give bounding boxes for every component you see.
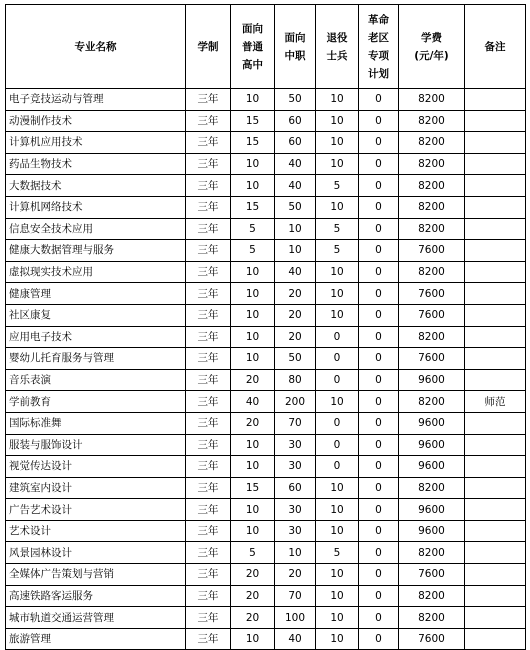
cell-general-high-school: 5 [231,240,275,262]
cell-tuition: 8200 [399,477,465,499]
table-row [6,132,526,154]
cell-revolutionary-area: 0 [359,326,399,348]
cell-veterans: 5 [316,542,359,564]
cell-remarks [465,607,526,629]
cell-major-name: 计算机网络技术 [6,196,186,218]
cell-duration: 三年 [186,499,231,521]
cell-remarks [465,628,526,650]
cell-major-name: 广告艺术设计 [6,499,186,521]
cell-duration: 三年 [186,240,231,262]
cell-remarks [465,477,526,499]
cell-duration: 三年 [186,196,231,218]
cell-general-high-school: 10 [231,628,275,650]
cell-tuition: 9600 [399,456,465,478]
cell-veterans: 0 [316,434,359,456]
cell-major-name: 动漫制作技术 [6,110,186,132]
cell-remarks: 师范 [465,391,526,413]
cell-major-name: 艺术设计 [6,520,186,542]
cell-duration: 三年 [186,434,231,456]
cell-remarks [465,175,526,197]
cell-revolutionary-area: 0 [359,240,399,262]
cell-major-name: 国际标准舞 [6,412,186,434]
cell-general-high-school: 10 [231,326,275,348]
cell-general-high-school: 10 [231,283,275,305]
cell-remarks [465,196,526,218]
cell-major-name: 风景园林设计 [6,542,186,564]
cell-tuition: 8200 [399,196,465,218]
cell-veterans: 5 [316,218,359,240]
cell-major-name: 电子竞技运动与管理 [6,89,186,111]
cell-major-name: 服装与服饰设计 [6,434,186,456]
cell-vocational: 40 [275,261,316,283]
cell-duration: 三年 [186,348,231,370]
cell-duration: 三年 [186,607,231,629]
cell-revolutionary-area: 0 [359,110,399,132]
header-veterans: 退役 士兵 [316,5,359,89]
cell-general-high-school: 10 [231,304,275,326]
cell-vocational: 40 [275,175,316,197]
cell-tuition: 7600 [399,304,465,326]
cell-general-high-school: 10 [231,520,275,542]
cell-general-high-school: 20 [231,564,275,586]
cell-general-high-school: 10 [231,261,275,283]
cell-vocational: 20 [275,564,316,586]
cell-remarks [465,369,526,391]
cell-remarks [465,283,526,305]
cell-tuition: 9600 [399,369,465,391]
cell-remarks [465,261,526,283]
cell-tuition: 7600 [399,628,465,650]
cell-revolutionary-area: 0 [359,132,399,154]
cell-remarks [465,326,526,348]
cell-tuition: 7600 [399,348,465,370]
cell-duration: 三年 [186,456,231,478]
table-row [6,585,526,607]
cell-veterans: 0 [316,369,359,391]
cell-tuition: 7600 [399,283,465,305]
cell-tuition: 8200 [399,607,465,629]
cell-vocational: 200 [275,391,316,413]
cell-revolutionary-area: 0 [359,391,399,413]
cell-vocational: 40 [275,153,316,175]
table-row [6,348,526,370]
cell-general-high-school: 20 [231,412,275,434]
cell-major-name: 音乐表演 [6,369,186,391]
cell-veterans: 5 [316,240,359,262]
cell-vocational: 30 [275,434,316,456]
cell-general-high-school: 5 [231,542,275,564]
cell-vocational: 60 [275,477,316,499]
cell-remarks [465,456,526,478]
cell-general-high-school: 15 [231,196,275,218]
cell-tuition: 8200 [399,542,465,564]
cell-major-name: 信息安全技术应用 [6,218,186,240]
cell-veterans: 10 [316,261,359,283]
table-row [6,326,526,348]
cell-tuition: 9600 [399,434,465,456]
cell-tuition: 8200 [399,89,465,111]
cell-vocational: 50 [275,348,316,370]
cell-duration: 三年 [186,412,231,434]
cell-remarks [465,89,526,111]
cell-major-name: 社区康复 [6,304,186,326]
cell-remarks [465,153,526,175]
cell-duration: 三年 [186,564,231,586]
cell-general-high-school: 20 [231,369,275,391]
table-row [6,153,526,175]
cell-remarks [465,520,526,542]
cell-major-name: 全媒体广告策划与营销 [6,564,186,586]
header-duration: 学制 [186,5,231,89]
header-tuition: 学费 (元/年) [399,5,465,89]
header-revolutionary-area: 革命 老区 专项 计划 [359,5,399,89]
cell-tuition: 8200 [399,153,465,175]
cell-revolutionary-area: 0 [359,261,399,283]
cell-revolutionary-area: 0 [359,499,399,521]
cell-duration: 三年 [186,153,231,175]
cell-vocational: 70 [275,585,316,607]
cell-duration: 三年 [186,89,231,111]
enrollment-plan-table [5,4,526,650]
cell-revolutionary-area: 0 [359,520,399,542]
table-row [6,391,526,413]
cell-vocational: 10 [275,240,316,262]
cell-vocational: 70 [275,412,316,434]
cell-vocational: 60 [275,110,316,132]
cell-tuition: 9600 [399,412,465,434]
cell-vocational: 80 [275,369,316,391]
cell-major-name: 学前教育 [6,391,186,413]
cell-veterans: 10 [316,304,359,326]
cell-general-high-school: 5 [231,218,275,240]
cell-revolutionary-area: 0 [359,434,399,456]
cell-revolutionary-area: 0 [359,304,399,326]
cell-tuition: 8200 [399,132,465,154]
cell-remarks [465,412,526,434]
cell-tuition: 7600 [399,564,465,586]
cell-duration: 三年 [186,261,231,283]
cell-remarks [465,585,526,607]
cell-vocational: 60 [275,132,316,154]
cell-general-high-school: 10 [231,89,275,111]
cell-vocational: 10 [275,542,316,564]
table-row [6,607,526,629]
table-row [6,304,526,326]
cell-duration: 三年 [186,391,231,413]
table-row [6,412,526,434]
table-row [6,628,526,650]
cell-general-high-school: 10 [231,434,275,456]
cell-remarks [465,499,526,521]
cell-major-name: 旅游管理 [6,628,186,650]
cell-major-name: 健康管理 [6,283,186,305]
cell-veterans: 10 [316,520,359,542]
cell-general-high-school: 20 [231,585,275,607]
cell-remarks [465,434,526,456]
cell-vocational: 20 [275,283,316,305]
cell-general-high-school: 15 [231,477,275,499]
cell-revolutionary-area: 0 [359,477,399,499]
cell-veterans: 0 [316,412,359,434]
cell-remarks [465,218,526,240]
cell-duration: 三年 [186,542,231,564]
cell-general-high-school: 10 [231,175,275,197]
cell-tuition: 9600 [399,520,465,542]
cell-duration: 三年 [186,283,231,305]
enrollment-table-wrapper [5,4,526,650]
cell-tuition: 7600 [399,240,465,262]
cell-revolutionary-area: 0 [359,348,399,370]
cell-tuition: 8200 [399,261,465,283]
cell-tuition: 8200 [399,585,465,607]
cell-major-name: 虚拟现实技术应用 [6,261,186,283]
table-row [6,196,526,218]
cell-veterans: 10 [316,283,359,305]
table-body [6,89,526,650]
cell-major-name: 计算机应用技术 [6,132,186,154]
header-row [6,5,526,89]
cell-remarks [465,132,526,154]
cell-general-high-school: 40 [231,391,275,413]
cell-veterans: 10 [316,564,359,586]
cell-veterans: 10 [316,110,359,132]
cell-vocational: 50 [275,196,316,218]
cell-duration: 三年 [186,585,231,607]
cell-revolutionary-area: 0 [359,607,399,629]
header-remarks: 备注 [465,5,526,89]
cell-remarks [465,348,526,370]
table-row [6,369,526,391]
cell-remarks [465,542,526,564]
cell-major-name: 应用电子技术 [6,326,186,348]
cell-veterans: 10 [316,628,359,650]
cell-vocational: 30 [275,456,316,478]
cell-general-high-school: 15 [231,132,275,154]
cell-vocational: 20 [275,304,316,326]
cell-remarks [465,564,526,586]
cell-tuition: 9600 [399,499,465,521]
cell-duration: 三年 [186,369,231,391]
table-row [6,218,526,240]
cell-remarks [465,304,526,326]
cell-veterans: 10 [316,391,359,413]
cell-vocational: 50 [275,89,316,111]
cell-major-name: 健康大数据管理与服务 [6,240,186,262]
cell-revolutionary-area: 0 [359,89,399,111]
cell-major-name: 婴幼儿托育服务与管理 [6,348,186,370]
table-row [6,283,526,305]
cell-vocational: 40 [275,628,316,650]
cell-veterans: 10 [316,477,359,499]
cell-revolutionary-area: 0 [359,218,399,240]
cell-revolutionary-area: 0 [359,585,399,607]
cell-duration: 三年 [186,110,231,132]
cell-veterans: 0 [316,348,359,370]
cell-veterans: 10 [316,196,359,218]
cell-general-high-school: 10 [231,499,275,521]
cell-general-high-school: 15 [231,110,275,132]
cell-duration: 三年 [186,132,231,154]
table-row [6,89,526,111]
cell-tuition: 8200 [399,326,465,348]
cell-major-name: 视觉传达设计 [6,456,186,478]
cell-tuition: 8200 [399,110,465,132]
cell-remarks [465,110,526,132]
cell-vocational: 30 [275,520,316,542]
cell-veterans: 10 [316,499,359,521]
cell-revolutionary-area: 0 [359,564,399,586]
cell-veterans: 10 [316,132,359,154]
table-row [6,564,526,586]
cell-general-high-school: 20 [231,607,275,629]
cell-remarks [465,240,526,262]
table-row [6,240,526,262]
cell-veterans: 0 [316,326,359,348]
cell-revolutionary-area: 0 [359,456,399,478]
cell-revolutionary-area: 0 [359,175,399,197]
cell-general-high-school: 10 [231,348,275,370]
cell-major-name: 大数据技术 [6,175,186,197]
table-row [6,499,526,521]
cell-revolutionary-area: 0 [359,412,399,434]
table-row [6,477,526,499]
cell-tuition: 8200 [399,218,465,240]
cell-duration: 三年 [186,175,231,197]
cell-major-name: 高速铁路客运服务 [6,585,186,607]
cell-vocational: 10 [275,218,316,240]
cell-tuition: 8200 [399,175,465,197]
table-row [6,542,526,564]
cell-veterans: 10 [316,585,359,607]
cell-veterans: 10 [316,153,359,175]
cell-major-name: 城市轨道交通运营管理 [6,607,186,629]
header-vocational: 面向 中职 [275,5,316,89]
cell-veterans: 10 [316,607,359,629]
cell-revolutionary-area: 0 [359,283,399,305]
cell-vocational: 100 [275,607,316,629]
cell-revolutionary-area: 0 [359,542,399,564]
cell-vocational: 30 [275,499,316,521]
cell-revolutionary-area: 0 [359,369,399,391]
cell-duration: 三年 [186,477,231,499]
cell-duration: 三年 [186,520,231,542]
cell-general-high-school: 10 [231,153,275,175]
table-row [6,261,526,283]
table-row [6,175,526,197]
table-row [6,520,526,542]
header-general-high-school: 面向 普通 高中 [231,5,275,89]
cell-vocational: 20 [275,326,316,348]
table-row [6,110,526,132]
cell-revolutionary-area: 0 [359,153,399,175]
cell-duration: 三年 [186,326,231,348]
cell-duration: 三年 [186,628,231,650]
cell-revolutionary-area: 0 [359,628,399,650]
cell-tuition: 8200 [399,391,465,413]
cell-duration: 三年 [186,304,231,326]
cell-veterans: 10 [316,89,359,111]
header-major-name: 专业名称 [6,5,186,89]
cell-major-name: 药品生物技术 [6,153,186,175]
table-row [6,456,526,478]
cell-duration: 三年 [186,218,231,240]
cell-veterans: 0 [316,456,359,478]
cell-revolutionary-area: 0 [359,196,399,218]
cell-general-high-school: 10 [231,456,275,478]
cell-veterans: 5 [316,175,359,197]
table-row [6,434,526,456]
cell-major-name: 建筑室内设计 [6,477,186,499]
